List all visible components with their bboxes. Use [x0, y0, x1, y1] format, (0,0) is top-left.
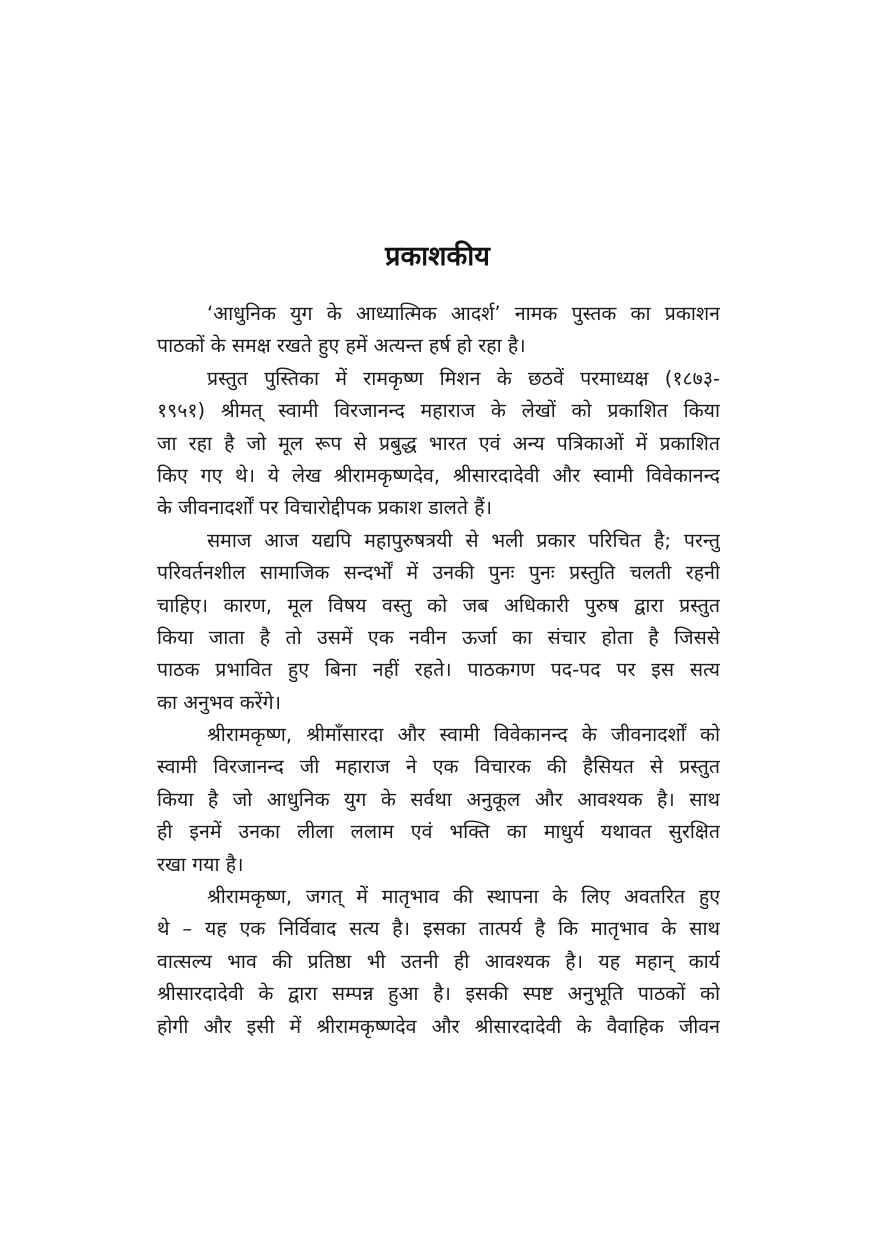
text-line: होगी और इसी में श्रीरामकृष्णदेव और श्रीसारदादेवी के वैवाहिक जीवन	[157, 1014, 720, 1038]
text-line: १९५१) श्रीमत् स्वामी विरजानन्द महाराज के लेखों को प्रकाशित किया	[157, 399, 720, 423]
text-line: का अनुभव करेंगे।	[157, 690, 282, 714]
text-line: किया जाता है तो उसमें एक नवीन ऊर्जा का संचार होता है जिससे	[157, 625, 720, 649]
text-line: पाठक प्रभावित हुए बिना नहीं रहते। पाठकगण पद-पद पर इस सत्य	[157, 658, 720, 682]
text-line: श्रीरामकृष्ण, श्रीमाँसारदा और स्वामी विवेकानन्द के जीवनादर्शों को	[207, 723, 720, 747]
paragraph	[157, 363, 720, 525]
page-title: प्रकाशकीय	[385, 241, 490, 272]
text-line: स्वामी विरजानन्द जी महाराज ने एक विचारक की हैसियत से प्रस्तुत	[157, 755, 720, 779]
paragraph	[157, 525, 720, 719]
text-line: किया है जो आधुनिक युग के सर्वथा अनुकूल और आवश्यक है। साथ	[157, 787, 720, 811]
paragraph	[157, 719, 720, 881]
text-line: पाठकों के समक्ष रखते हुए हमें अत्यन्त हर्ष हो रहा है।	[157, 334, 526, 358]
paragraph	[157, 298, 720, 363]
text-line: परिवर्तनशील सामाजिक सन्दर्भों में उनकी पुनः पुनः प्रस्तुति चलती रहनी	[157, 561, 720, 585]
text-line: ही इनमें उनका लीला ललाम एवं भक्ति का माधुर्य यथावत सुरक्षित	[157, 820, 720, 844]
text-line: किए गए थे। ये लेख श्रीरामकृष्णदेव, श्रीसारदादेवी और स्वामी विवेकानन्द	[157, 463, 720, 487]
text-line: समाज आज यद्यपि महापुरुषत्रयी से भली प्रकार परिचित है; परन्तु	[207, 528, 720, 552]
text-line: प्रस्तुत पुस्तिका में रामकृष्ण मिशन के छठवें परमाध्यक्ष (१८७३-	[207, 366, 720, 390]
text-line: के जीवनादर्शों पर विचारोद्दीपक प्रकाश डालते हैं।	[157, 496, 492, 520]
text-line: श्रीरामकृष्ण, जगत् में मातृभाव की स्थापना के लिए अवतरित हुए	[207, 885, 720, 909]
text-line: रखा गया है।	[157, 852, 244, 876]
text-line: चाहिए। कारण, मूल विषय वस्तु को जब अधिकारी पुरुष द्वारा प्रस्तुत	[157, 593, 720, 617]
document-body	[157, 298, 720, 1043]
paragraph	[157, 881, 720, 1043]
text-line: वात्सल्य भाव की प्रतिष्ठा भी उतनी ही आवश्यक है। यह महान् कार्य	[157, 949, 720, 973]
text-line: थे – यह एक निर्विवाद सत्य है। इसका तात्पर्य है कि मातृभाव के साथ	[157, 917, 720, 941]
text-line: श्रीसारदादेवी के द्वारा सम्पन्न हुआ है। इसकी स्पष्ट अनुभूति पाठकों को	[157, 982, 720, 1006]
text-line: जा रहा है जो मूल रूप से प्रबुद्ध भारत एवं अन्य पत्रिकाओं में प्रकाशित	[157, 431, 720, 455]
text-line: ‘आधुनिक युग के आध्यात्मिक आदर्श’ नामक पुस्तक का प्रकाशन	[207, 302, 720, 325]
